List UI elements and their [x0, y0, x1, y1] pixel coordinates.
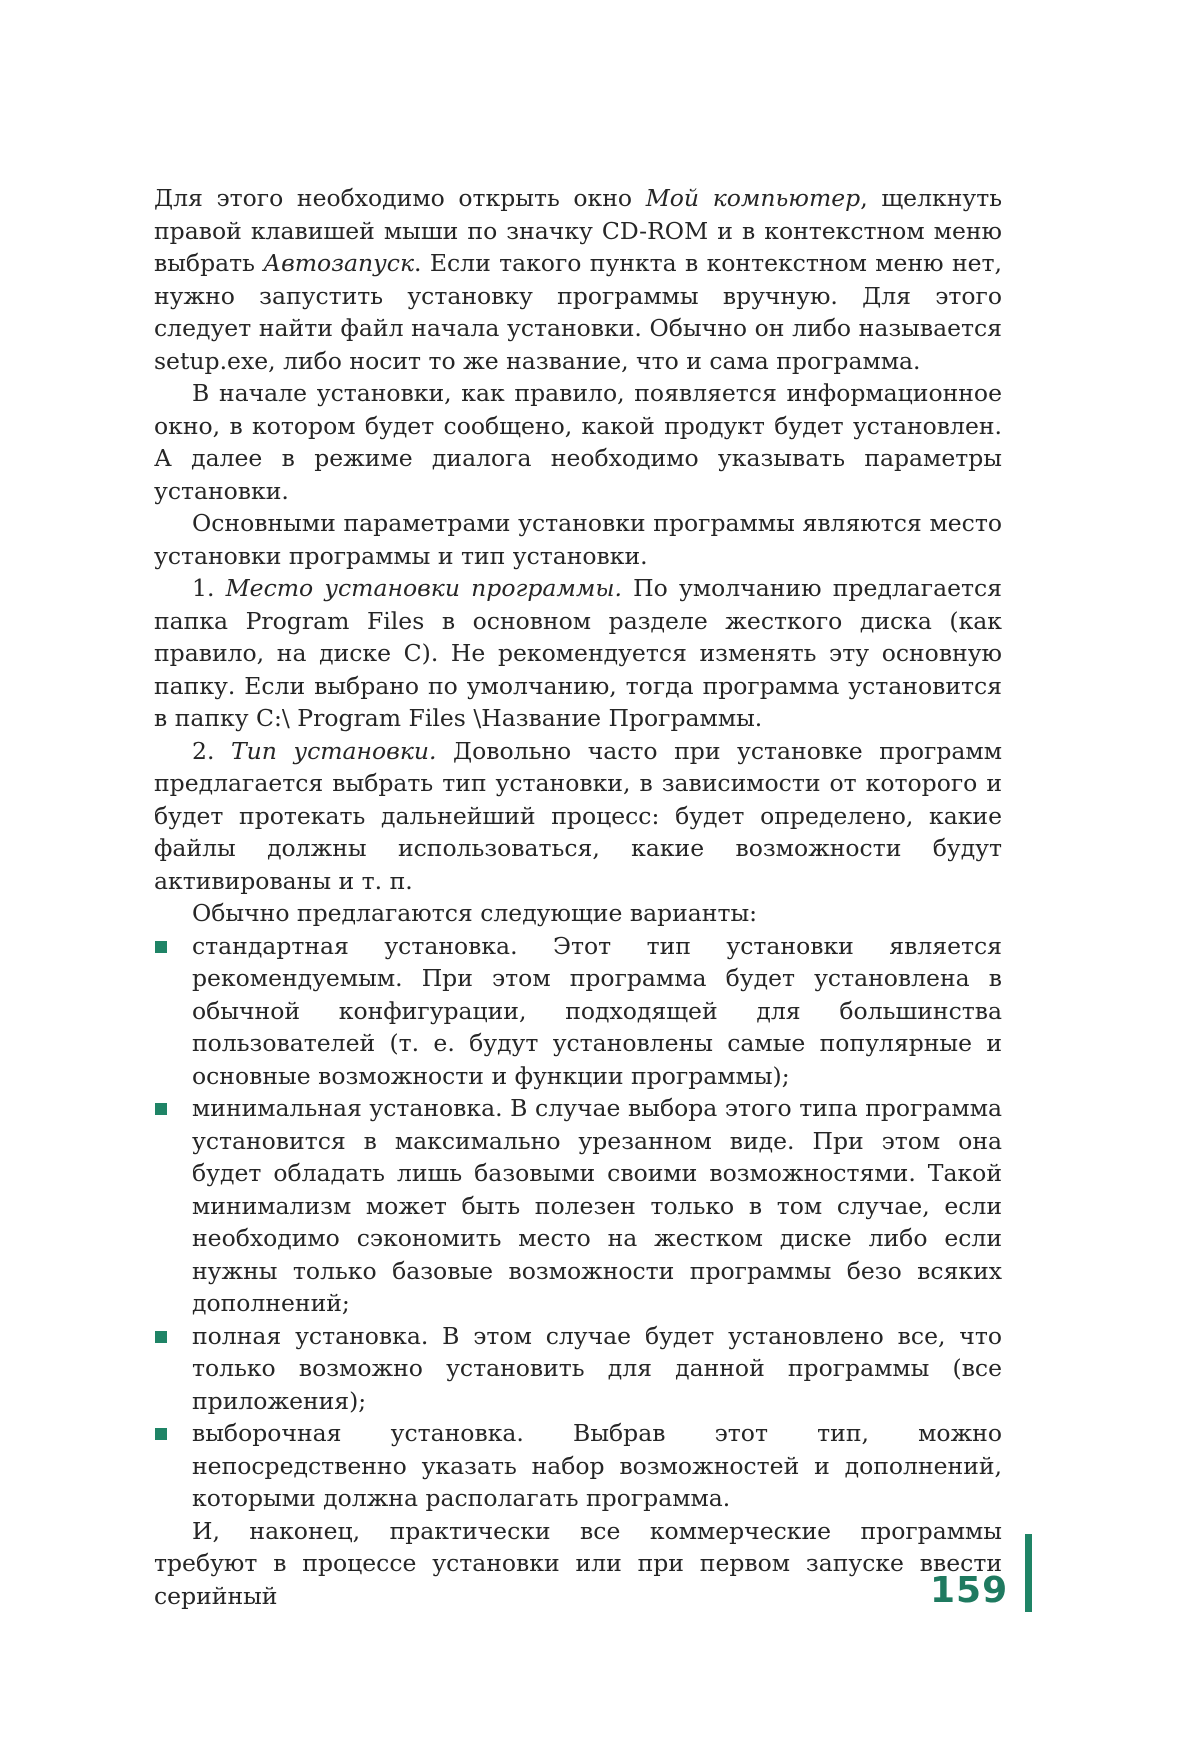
paragraph-install-type: 2. Тип установки. Довольно часто при установке программ предлагается выбрать тип установки, в зависимости от которого и будет протекать дальнейший процесс: будет определено, какие файлы должны использоваться, какие возможности будут активированы и т. п. — [154, 736, 1002, 895]
paragraph-open-my-computer: Для этого необходимо открыть окно Мой компьютер, щелкнуть правой клавишей мыши по значку CD-ROM и в контекстном меню выбрать Автозапуск. Если такого пункта в контекстном меню нет, нужно запустить установку программы вручную. Для этого следует найти файл начала установки. Обычно он либо называется setup.exe, либо носит то же название, что и сама программа. — [154, 184, 1002, 375]
list-item-full: полная установка. В этом случае будет установлено все, что только возможно установить для данной программы (все приложения); — [154, 1320, 1002, 1418]
square-bullet-icon — [155, 1428, 167, 1440]
paragraph-main-params: Основными параметрами установки программы являются место установки программы и тип установки. — [154, 509, 1002, 570]
square-bullet-icon — [155, 941, 167, 953]
list-item-standard: стандартная установка. Этот тип установки является рекомендуемым. При этом программа будет установлена в обычной конфигурации, подходящей для большинства пользователей (т. е. будут установлены самые популярные и основные возможности и функции программы); — [154, 930, 1002, 1093]
term-my-computer: Мой компьютер — [645, 184, 861, 212]
square-bullet-icon — [155, 1331, 167, 1343]
square-bullet-icon — [155, 1103, 167, 1115]
paragraph-install-location: 1. Место установки программы. По умолчанию предлагается папка Program Files в основном разделе жесткого диска (как правило, на диске C). Не рекомендуется изменять эту основную папку. Если выбрано по умолчанию, тогда программа установится в папку C:\ Program Files \Название Программы. — [154, 574, 1002, 732]
paragraph-options-intro: Обычно предлагаются следующие варианты: — [192, 899, 758, 927]
body-text — [154, 182, 1002, 1612]
paragraph-serial-number: И, наконец, практически все коммерческие программы требуют в процессе установки или при первом запуске ввести серийный — [154, 1516, 1002, 1610]
paragraph-install-start: В начале установки, как правило, появляется информационное окно, в котором будет сообщено, какой продукт будет установлен. А далее в режиме диалога необходимо указывать параметры установки. — [154, 379, 1002, 505]
term-install-type: Тип установки. — [230, 736, 437, 765]
term-autorun: Автозапуск — [263, 249, 414, 277]
list-item-custom: выборочная установка. Выбрав этот тип, можно непосредственно указать набор возможностей и дополнений, которыми должна располагать программа. — [154, 1417, 1002, 1515]
page-edge-rule — [1025, 1534, 1032, 1612]
install-options-list — [154, 930, 1002, 1515]
list-item-minimal: минимальная установка. В случае выбора этого типа программа установится в максимально урезанном виде. При этом она будет обладать лишь базовыми своими возможностями. Такой минимализм может быть полезен только в том случае, если необходимо сэкономить место на жестком диске либо если нужны только базовые возможности программы безо всяких дополнений; — [154, 1092, 1002, 1320]
page-number: 159 — [930, 1570, 1009, 1611]
term-install-location: Место установки программы. — [225, 574, 622, 602]
